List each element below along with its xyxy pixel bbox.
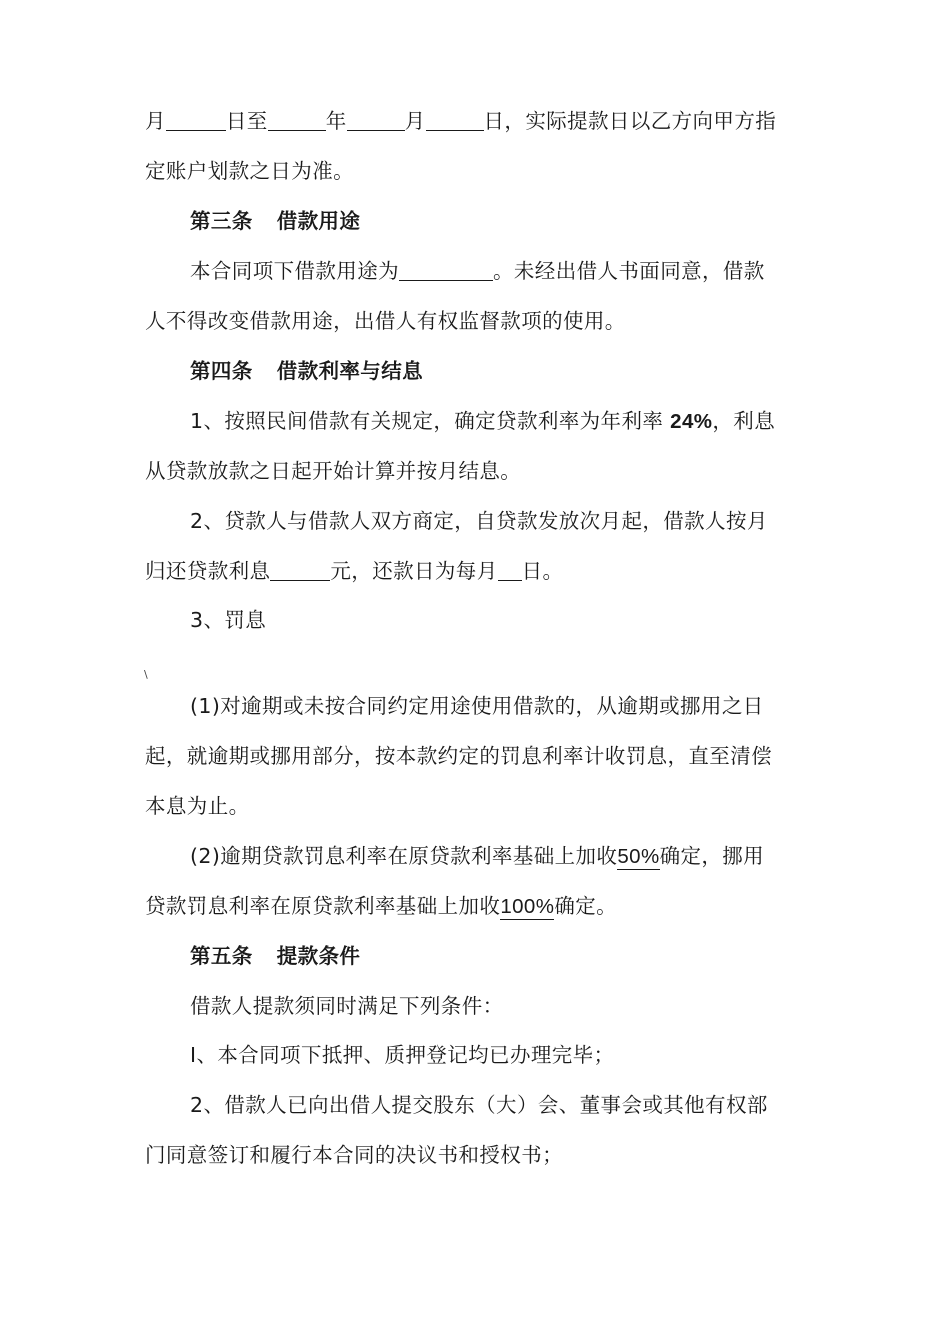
text: 。未经出借人书面同意，借款 [493, 259, 765, 283]
blank-field [498, 558, 522, 581]
clause-line [145, 106, 776, 136]
article-title: 提款条件 [276, 944, 361, 968]
clause-line: 2、贷款人与借款人双方商定，自贷款发放次月起，借款人按月 [190, 509, 768, 533]
article-number: 第五条 [190, 944, 253, 968]
article-title: 借款利率与结息 [276, 359, 424, 383]
article-number: 第三条 [190, 209, 253, 233]
clause-line [190, 841, 764, 871]
text: 年 [325, 109, 347, 133]
article-5-heading [190, 941, 360, 971]
clause-line: 门同意签订和履行本合同的决议书和授权书； [145, 1143, 563, 1167]
text: 贷款罚息利率在原贷款利率基础上加收 [145, 894, 501, 918]
clause-line: 3、罚息 [190, 608, 267, 632]
clause-line: 起，就逾期或挪用部分，按本款约定的罚息利率计收罚息，直至清偿 [145, 744, 772, 768]
article-number: 第四条 [190, 359, 253, 383]
surcharge-percent: 100% [500, 895, 555, 918]
blank-field [166, 108, 226, 131]
article-title: 借款用途 [276, 209, 361, 233]
clause-line: 从贷款放款之日起开始计算并按月结息。 [145, 459, 522, 483]
text: 确定，挪用 [659, 844, 765, 868]
text: 日。 [521, 559, 564, 583]
clause-line: 人不得改变借款用途，出借人有权监督款项的使用。 [145, 309, 626, 333]
clause-line [190, 406, 775, 436]
interest-rate: 24% [670, 410, 713, 433]
text: 确定。 [554, 894, 618, 918]
text: 月 [404, 109, 426, 133]
text: 日，实际提款日以乙方向甲方指 [483, 109, 777, 133]
text: (2)逾期贷款罚息利率在原贷款利率基础上加收 [190, 844, 618, 868]
stray-mark: \ [144, 668, 148, 681]
clause-line [145, 891, 617, 921]
clause-line [145, 556, 563, 586]
clause-line: 借款人提款须同时满足下列条件： [190, 994, 504, 1018]
text: 归还贷款利息 [145, 559, 271, 583]
text: 元，还款日为每月 [330, 559, 498, 583]
blank-field [270, 558, 330, 581]
surcharge-percent: 50% [617, 845, 660, 868]
blank-field [426, 108, 484, 131]
blank-field [347, 108, 405, 131]
text: 本合同项下借款用途为 [190, 259, 399, 283]
text: ，利息 [712, 409, 776, 433]
blank-field [399, 258, 493, 281]
text: 月 [145, 109, 166, 133]
clause-line: 本息为止。 [145, 794, 250, 818]
blank-field [268, 108, 326, 131]
clause-line: I、本合同项下抵押、质押登记均已办理完毕； [190, 1043, 615, 1067]
text: 1、按照民间借款有关规定，确定贷款利率为年利率 [190, 409, 671, 433]
clause-line: 2、借款人已向出借人提交股东（大）会、董事会或其他有权部 [190, 1093, 768, 1117]
text: 日至 [225, 109, 268, 133]
clause-line [190, 256, 765, 286]
clause-line: (1)对逾期或未按合同约定用途使用借款的，从逾期或挪用之日 [190, 694, 764, 718]
article-4-heading [190, 356, 423, 386]
clause-line: 定账户划款之日为准。 [145, 159, 354, 183]
article-3-heading [190, 206, 360, 236]
